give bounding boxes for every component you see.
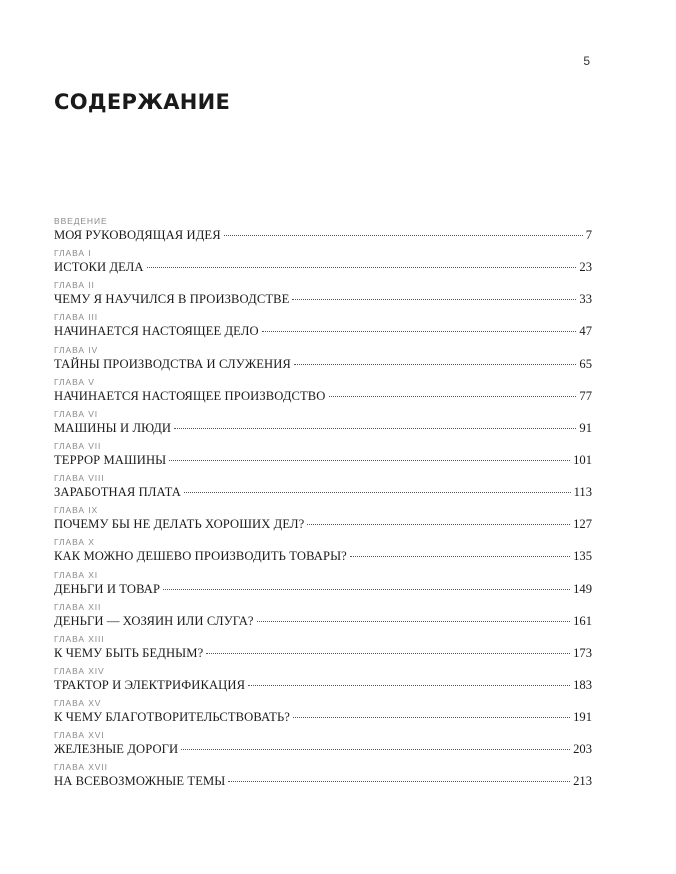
chapter-label: ГЛАВА XVII bbox=[54, 762, 108, 773]
toc-entry-line bbox=[54, 323, 592, 340]
chapter-page-number: 101 bbox=[573, 452, 592, 467]
toc-entry bbox=[54, 633, 592, 665]
dot-leader bbox=[184, 492, 571, 493]
chapter-page-number: 183 bbox=[573, 677, 592, 692]
table-of-contents bbox=[54, 215, 592, 794]
chapter-page-number: 91 bbox=[579, 420, 592, 435]
toc-entry-line bbox=[54, 741, 592, 758]
toc-entry-line bbox=[54, 613, 592, 630]
chapter-title: НА ВСЕВОЗМОЖНЫЕ ТЕМЫ bbox=[54, 774, 226, 789]
chapter-title: МОЯ РУКОВОДЯЩАЯ ИДЕЯ bbox=[54, 228, 221, 242]
toc-entry bbox=[54, 408, 592, 440]
dot-leader bbox=[350, 556, 570, 557]
chapter-label: ГЛАВА II bbox=[54, 280, 95, 291]
toc-entry-line bbox=[54, 388, 592, 405]
toc-entry bbox=[54, 601, 592, 633]
chapter-page-number: 191 bbox=[573, 710, 592, 725]
chapter-label: ГЛАВА X bbox=[54, 537, 95, 548]
chapter-label: ГЛАВА III bbox=[54, 312, 98, 323]
toc-entry-line bbox=[54, 227, 592, 244]
dot-leader bbox=[206, 653, 570, 654]
chapter-label: ГЛАВА XIII bbox=[54, 633, 105, 644]
chapter-title: МАШИНЫ И ЛЮДИ bbox=[54, 420, 172, 435]
chapter-page-number: 173 bbox=[573, 645, 592, 660]
chapter-title: КАК МОЖНО ДЕШЕВО ПРОИЗВОДИТЬ ТОВАРЫ? bbox=[54, 549, 347, 564]
toc-entry-line bbox=[54, 291, 592, 308]
chapter-label: ГЛАВА XV bbox=[54, 698, 102, 709]
dot-leader bbox=[293, 717, 570, 718]
toc-entry-line bbox=[54, 420, 592, 437]
chapter-title: ДЕНЬГИ — ХОЗЯИН ИЛИ СЛУГА? bbox=[54, 613, 254, 628]
chapter-page-number: 161 bbox=[573, 613, 592, 628]
toc-entry-line bbox=[54, 773, 592, 790]
dot-leader bbox=[329, 396, 577, 397]
chapter-title: ИСТОКИ ДЕЛА bbox=[54, 260, 144, 275]
toc-entry-line bbox=[54, 452, 592, 469]
chapter-label: ГЛАВА IV bbox=[54, 344, 99, 355]
chapter-label: ГЛАВА XI bbox=[54, 569, 99, 580]
chapter-title: ЗАРАБОТНАЯ ПЛАТА bbox=[54, 485, 181, 500]
dot-leader bbox=[169, 460, 570, 461]
chapter-title: ПОЧЕМУ БЫ НЕ ДЕЛАТЬ ХОРОШИХ ДЕЛ? bbox=[54, 517, 305, 532]
toc-entry bbox=[54, 472, 592, 504]
chapter-label: ГЛАВА XIV bbox=[54, 665, 105, 676]
chapter-title: ТАЙНЫ ПРОИЗВОДСТВА И СЛУЖЕНИЯ bbox=[54, 356, 291, 371]
toc-entry bbox=[54, 697, 592, 729]
chapter-page-number: 213 bbox=[573, 774, 592, 789]
chapter-title: ТРАКТОР И ЭЛЕКТРИФИКАЦИЯ bbox=[54, 677, 246, 692]
chapter-label: ГЛАВА VIII bbox=[54, 473, 105, 484]
chapter-label: ГЛАВА VII bbox=[54, 440, 102, 451]
chapter-label: ГЛАВА V bbox=[54, 376, 95, 387]
dot-leader bbox=[228, 781, 570, 782]
toc-entry bbox=[54, 729, 592, 761]
toc-entry-line bbox=[54, 677, 592, 694]
dot-leader bbox=[257, 621, 571, 622]
chapter-title: К ЧЕМУ БЫТЬ БЕДНЫМ? bbox=[54, 645, 204, 660]
chapter-label: ВВЕДЕНИЕ bbox=[54, 216, 108, 226]
toc-entry bbox=[54, 440, 592, 472]
dot-leader bbox=[262, 331, 577, 332]
toc-entry bbox=[54, 665, 592, 697]
toc-entry bbox=[54, 311, 592, 343]
dot-leader bbox=[163, 589, 570, 590]
chapter-title: ЖЕЛЕЗНЫЕ ДОРОГИ bbox=[54, 742, 179, 757]
toc-entry bbox=[54, 279, 592, 311]
chapter-page-number: 127 bbox=[573, 517, 592, 532]
toc-entry bbox=[54, 761, 592, 793]
toc-entry bbox=[54, 536, 592, 568]
toc-entry bbox=[54, 376, 592, 408]
page-number: 5 bbox=[583, 54, 590, 68]
dot-leader bbox=[181, 749, 570, 750]
toc-entry-line bbox=[54, 548, 592, 565]
toc-entry-line bbox=[54, 356, 592, 373]
page-title: СОДЕРЖАНИЕ bbox=[54, 90, 231, 114]
chapter-page-number: 47 bbox=[579, 324, 592, 339]
chapter-page-number: 23 bbox=[579, 260, 592, 275]
dot-leader bbox=[294, 364, 577, 365]
toc-entry bbox=[54, 215, 592, 247]
chapter-title: НАЧИНАЕТСЯ НАСТОЯЩЕЕ ДЕЛО bbox=[54, 324, 259, 339]
toc-entry bbox=[54, 504, 592, 536]
chapter-page-number: 149 bbox=[573, 581, 592, 596]
toc-entry-line bbox=[54, 709, 592, 726]
chapter-page-number: 113 bbox=[573, 485, 592, 500]
chapter-title: ДЕНЬГИ И ТОВАР bbox=[54, 581, 161, 596]
chapter-label: ГЛАВА XII bbox=[54, 601, 102, 612]
toc-entry bbox=[54, 569, 592, 601]
chapter-title: НАЧИНАЕТСЯ НАСТОЯЩЕЕ ПРОИЗВОДСТВО bbox=[54, 388, 326, 403]
toc-entry bbox=[54, 344, 592, 376]
toc-entry-line bbox=[54, 259, 592, 276]
dot-leader bbox=[174, 428, 576, 429]
chapter-label: ГЛАВА IX bbox=[54, 505, 99, 516]
dot-leader bbox=[248, 685, 570, 686]
chapter-page-number: 65 bbox=[579, 356, 592, 371]
chapter-title: ЧЕМУ Я НАУЧИЛСЯ В ПРОИЗВОДСТВЕ bbox=[54, 292, 290, 307]
chapter-page-number: 77 bbox=[579, 388, 592, 403]
chapter-page-number: 203 bbox=[573, 742, 592, 757]
dot-leader bbox=[307, 524, 570, 525]
dot-leader bbox=[292, 299, 576, 300]
chapter-title: К ЧЕМУ БЛАГОТВОРИТЕЛЬСТВОВАТЬ? bbox=[54, 710, 290, 725]
dot-leader bbox=[147, 267, 577, 268]
chapter-label: ГЛАВА VI bbox=[54, 408, 99, 419]
chapter-page-number: 135 bbox=[573, 549, 592, 564]
toc-entry-line bbox=[54, 645, 592, 662]
toc-entry-line bbox=[54, 516, 592, 533]
chapter-label: ГЛАВА XVI bbox=[54, 730, 105, 741]
toc-entry-line bbox=[54, 484, 592, 501]
chapter-label: ГЛАВА I bbox=[54, 248, 92, 259]
toc-entry bbox=[54, 247, 592, 279]
chapter-page-number: 33 bbox=[579, 292, 592, 307]
dot-leader bbox=[224, 235, 583, 236]
toc-entry-line bbox=[54, 581, 592, 598]
chapter-page-number: 7 bbox=[585, 228, 592, 242]
chapter-title: ТЕРРОР МАШИНЫ bbox=[54, 452, 167, 467]
